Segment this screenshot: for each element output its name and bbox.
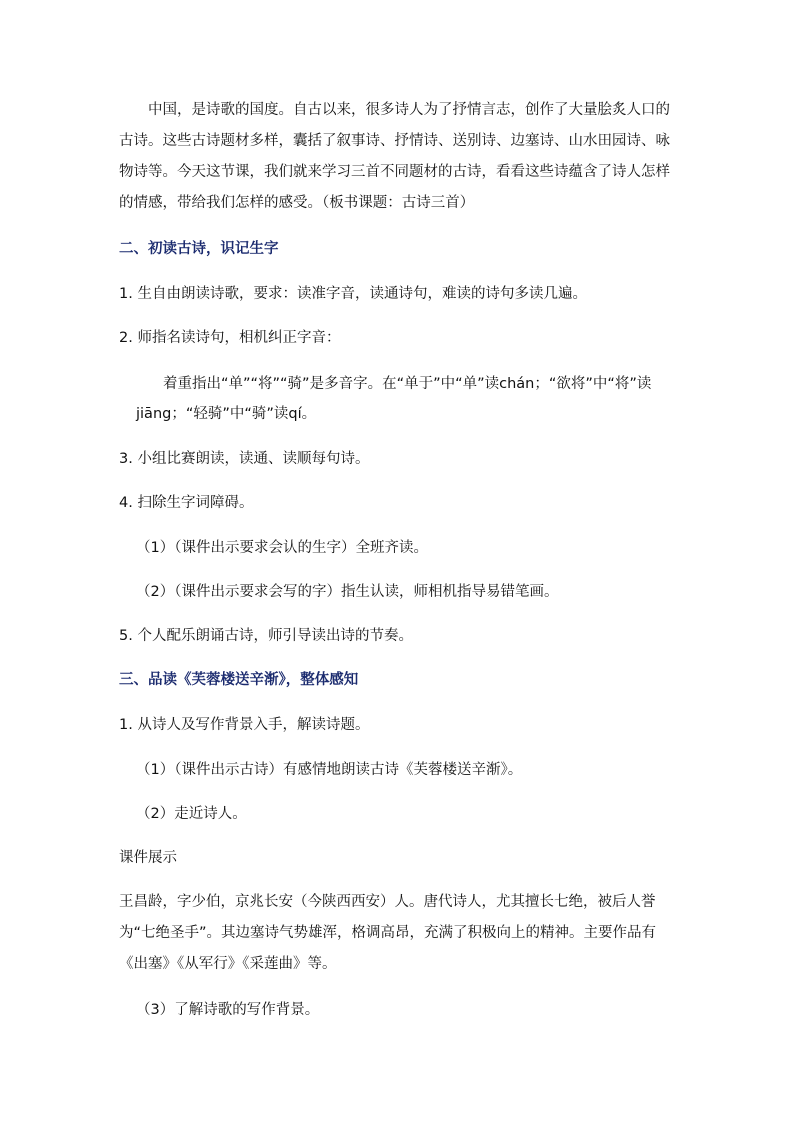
sub-list-item: （2）（课件出示要求会写的字）指生认读，师相机指导易错笔画。 <box>136 584 559 600</box>
sub-list-item: （1）（课件出示古诗）有感情地朗读古诗《芙蓉楼送辛渐》。 <box>136 762 523 778</box>
list-item: 5. 个人配乐朗诵古诗，师引导读出诗的节奏。 <box>119 628 413 644</box>
courseware-label: 课件展示 <box>119 850 177 866</box>
list-item: 1. 从诗人及写作背景入手，解读诗题。 <box>119 717 370 733</box>
sub-list-item: （3）了解诗歌的写作背景。 <box>136 1002 320 1018</box>
sub-list-item: （2）走近诗人。 <box>136 806 247 822</box>
list-item: 1. 生自由朗读诗歌，要求：读准字音，读通诗句，难读的诗句多读几遍。 <box>119 286 587 302</box>
section-heading-3: 三、品读《芙蓉楼送辛渐》，整体感知 <box>119 672 359 688</box>
list-item: 2. 师指名读诗句，相机纠正字音： <box>119 330 341 346</box>
list-item: 4. 扫除生字词障碍。 <box>119 495 254 511</box>
pronunciation-note: 着重指出“单”“将”“骑”是多音字。在“单于”中“单”读chán；“欲将”中“将”读jiāng；“轻骑”中“骑”读qí。 <box>136 376 652 422</box>
section-heading-2: 二、初读古诗，识记生字 <box>119 241 279 257</box>
intro-paragraph: 中国，是诗歌的国度。自古以来，很多诗人为了抒情言志，创作了大量脍炙人口的古诗。这些古诗题材多样，囊括了叙事诗、抒情诗、送别诗、边塞诗、山水田园诗、咏物诗等。今天这节课，我们就来学习三首不同题材的古诗，看看这些诗蕴含了诗人怎样的情感，带给我们怎样的感受。（板书课题：古诗三首） <box>119 102 670 211</box>
poet-bio-paragraph: 王昌龄，字少伯，京兆长安（今陕西西安）人。唐代诗人，尤其擅长七绝，被后人誉为“七绝圣手”。其边塞诗气势雄浑，格调高昂，充满了积极向上的精神。主要作品有《出塞》《从军行》《采莲曲》等。 <box>119 894 657 972</box>
sub-list-item: （1）（课件出示要求会认的生字）全班齐读。 <box>136 540 428 556</box>
list-item: 3. 小组比赛朗读，读通、读顺每句诗。 <box>119 451 370 467</box>
